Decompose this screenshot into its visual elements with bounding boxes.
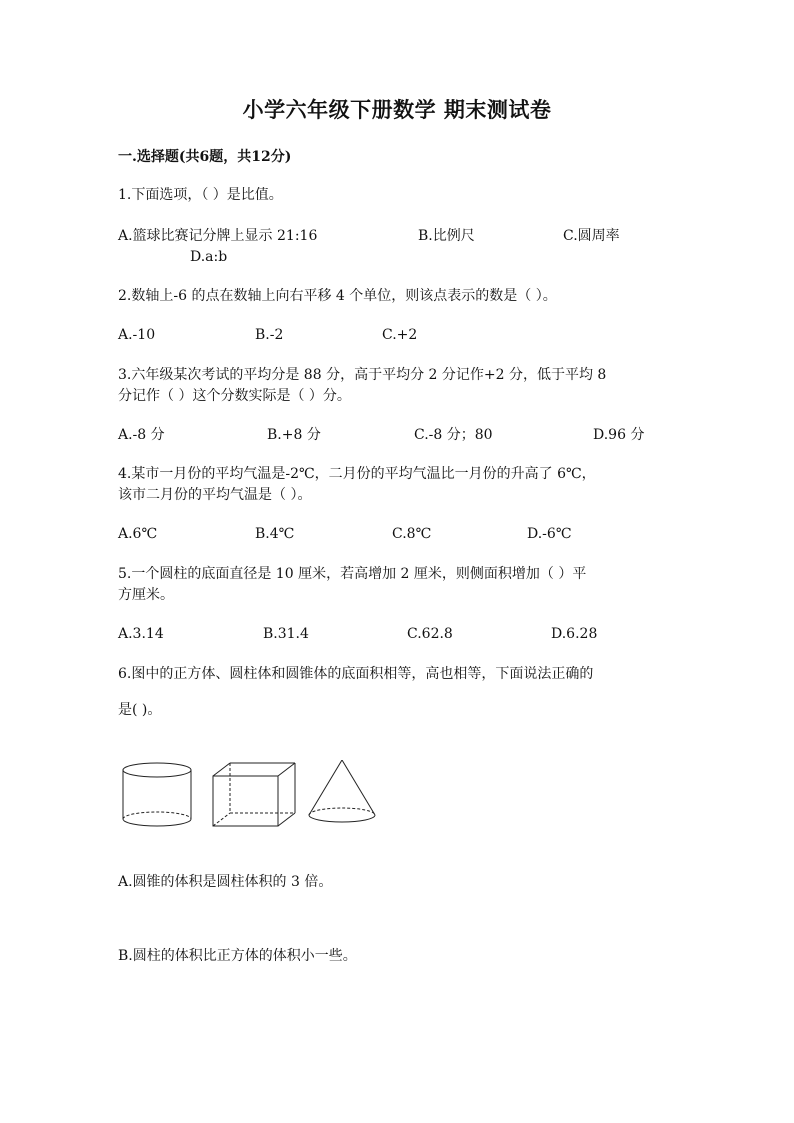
question-1-option-c: C.圆周率 (563, 228, 620, 244)
question-1-option-d: D.a:b (190, 249, 228, 265)
question-6-stem-line-2: 是( )。 (118, 702, 162, 718)
question-3-option-d: D.96 分 (593, 427, 645, 443)
question-4-option-b: B.4℃ (255, 526, 295, 542)
question-3-stem-line-1: 3.六年级某次考试的平均分是 88 分，高于平均分 2 分记作+2 分，低于平均 8 (118, 367, 607, 383)
question-1-stem: 1.下面选项，（ ）是比值。 (118, 187, 283, 203)
solids-figure (118, 760, 388, 832)
question-5-stem-line-1: 5.一个圆柱的底面直径是 10 厘米，若高增加 2 厘米，则侧面积增加（ ）平 (118, 566, 587, 582)
question-2-option-c: C.+2 (382, 327, 418, 343)
question-4-stem-line-2: 该市二月份的平均气温是（ ）。 (118, 487, 312, 503)
question-3-option-a: A.-8 分 (118, 427, 165, 443)
cylinder-shape (123, 763, 191, 826)
section-heading: 一.选择题(共6题，共12分) (118, 149, 292, 165)
question-4-option-d: D.-6℃ (527, 526, 572, 542)
question-2-option-a: A.-10 (118, 327, 156, 343)
question-6-option-b: B.圆柱的体积比正方体的体积小一些。 (118, 948, 357, 964)
question-3-option-b: B.+8 分 (267, 427, 321, 443)
question-4-option-a: A.6℃ (118, 526, 158, 542)
question-1-option-b: B.比例尺 (418, 228, 475, 244)
question-6-option-a: A.圆锥的体积是圆柱体积的 3 倍。 (118, 874, 333, 890)
page-title: 小学六年级下册数学 期末测试卷 (242, 97, 552, 122)
question-4-option-c: C.8℃ (392, 526, 432, 542)
question-5-option-a: A.3.14 (118, 626, 164, 642)
question-5-stem-line-2: 方厘米。 (118, 587, 174, 603)
question-1-option-a: A.篮球比赛记分牌上显示 21:16 (118, 228, 318, 244)
question-5-option-d: D.6.28 (551, 626, 598, 642)
question-3-option-c: C.-8 分；80 (414, 427, 493, 443)
question-2-option-b: B.-2 (255, 327, 284, 343)
question-5-option-c: C.62.8 (407, 626, 453, 642)
question-4-stem-line-1: 4.某市一月份的平均气温是-2℃，二月份的平均气温比一月份的升高了 6℃， (118, 466, 596, 482)
question-6-stem-line-1: 6.图中的正方体、圆柱体和圆锥体的底面积相等，高也相等，下面说法正确的 (118, 666, 594, 682)
question-2-stem: 2.数轴上-6 的点在数轴上向右平移 4 个单位，则该点表示的数是（ ）。 (118, 288, 557, 304)
cube-shape (213, 763, 295, 826)
question-5-option-b: B.31.4 (263, 626, 309, 642)
cone-shape (309, 760, 375, 822)
question-3-stem-line-2: 分记作（ ）这个分数实际是（ ）分。 (118, 388, 351, 404)
